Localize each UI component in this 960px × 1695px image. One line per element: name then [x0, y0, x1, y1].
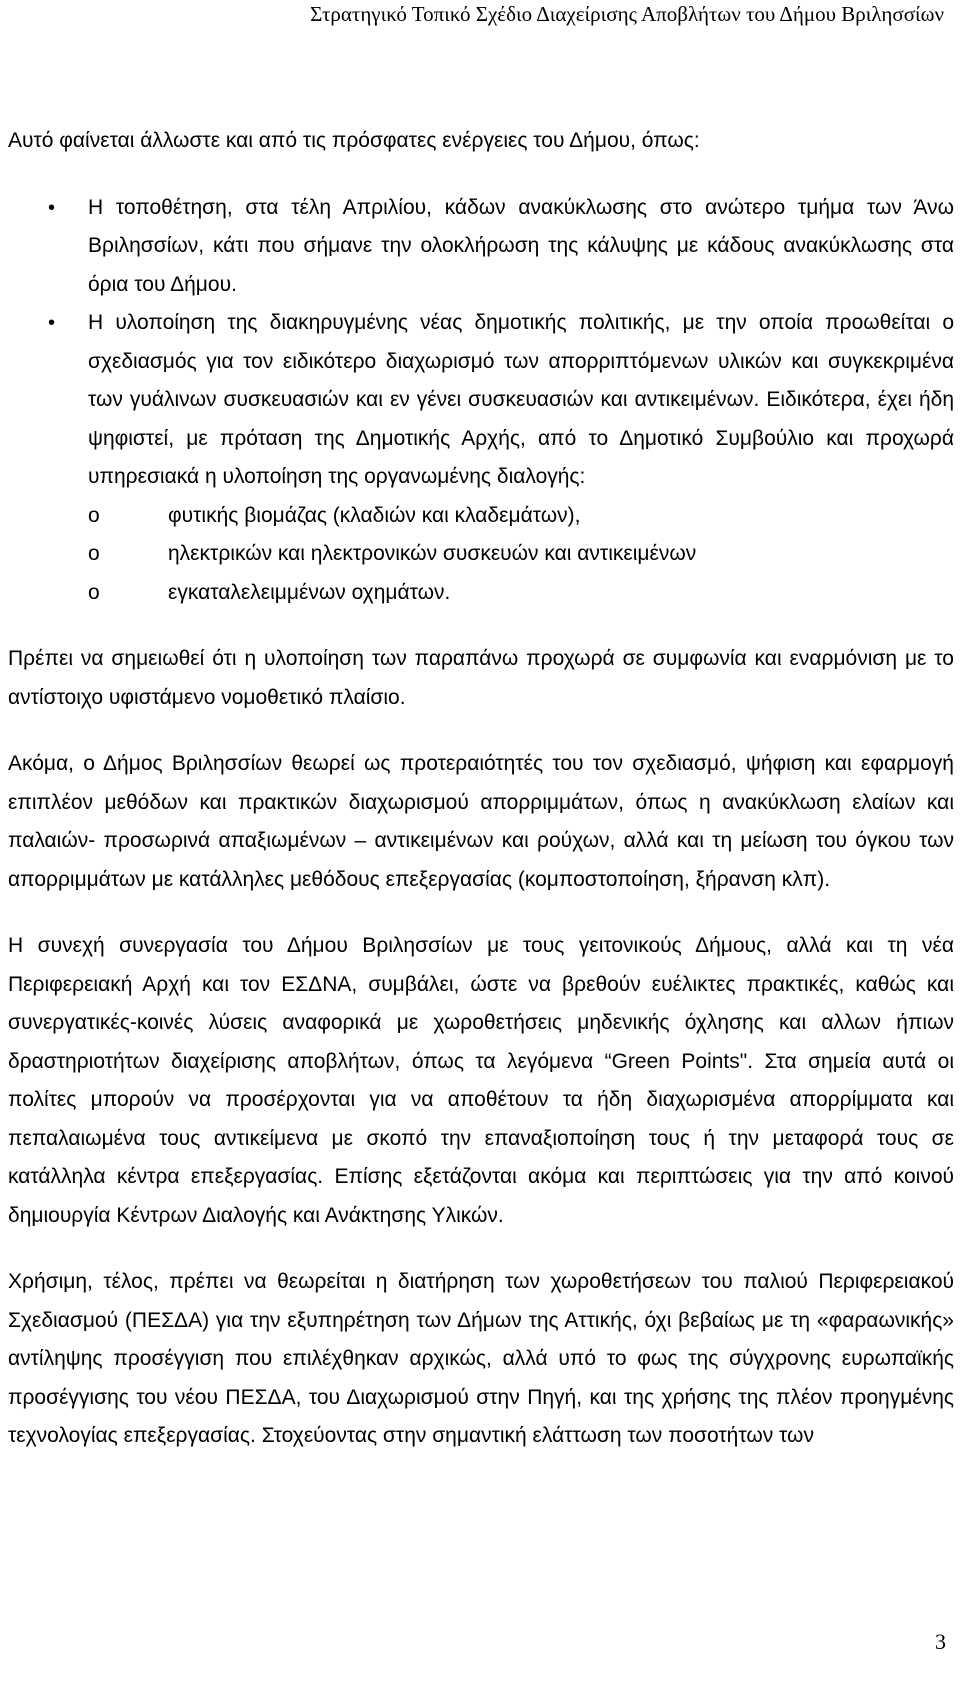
sub-bullet-item	[88, 497, 954, 536]
sub-bullet-item	[88, 535, 954, 574]
circle-bullet-icon: o	[88, 580, 100, 604]
bullet-icon: •	[48, 312, 56, 334]
bullet-item	[8, 189, 954, 305]
sub-bullet-text: εγκαταλελειμμένων οχημάτων.	[168, 580, 451, 604]
bullet-list	[8, 189, 954, 613]
intro-paragraph: Αυτό φαίνεται άλλωστε και από τις πρόσφατες ενέργειες του Δήμου, όπως:	[8, 129, 700, 152]
body-paragraph: Ακόμα, ο Δήμος Βριλησσίων θεωρεί ως προτεραιότητές του τον σχεδιασμό, ψήφιση και εφαρμογή επιπλέον μεθόδων και πρακτικών διαχωρισμού απορριμμάτων, όπως η ανακύκλωση ελαίων και παλαιών- προσωρινά απαξιωμένων – αντικειμένων και ρούχων, αλλά και τη μείωση του όγκου των απορριμμάτων με κατάλληλες μεθόδους επεξεργασίας (κομποστοποίηση, ξήρανση κλπ).	[8, 752, 954, 891]
sub-bullet-text: φυτικής βιομάζας (κλαδιών και κλαδεμάτων),	[168, 503, 581, 527]
sub-bullet-item	[88, 574, 954, 613]
sub-bullet-list	[88, 497, 954, 613]
body-paragraph: Πρέπει να σημειωθεί ότι η υλοποίηση των παραπάνω προχωρά σε συμφωνία και εναρμόνιση με το αντίστοιχο υφιστάμενο νομοθετικό πλαίσιο.	[8, 647, 954, 709]
document-body	[8, 122, 954, 1456]
body-paragraph: Χρήσιμη, τέλος, πρέπει να θεωρείται η διατήρηση των χωροθετήσεων του παλιού Περιφερειακού Σχεδιασμού (ΠΕΣΔΑ) για την εξυπηρέτηση των Δήμων της Αττικής, όχι βεβαίως με τη «φαραωνικής» αντίληψης προσέγγιση που επιλέχθηκαν αρχικώς, αλλά υπό το φως της σύγχρονης ευρωπαϊκής προσέγγισης του νέου ΠΕΣΔΑ, του Διαχωρισμού στην Πηγή, και της χρήσης της πλέον προηγμένης τεχνολογίας επεξεργασίας. Στοχεύοντας στην σημαντική ελάττωση των ποσοτήτων των	[8, 1270, 954, 1447]
page-header: Στρατηγικό Τοπικό Σχέδιο Διαχείρισης Αποβλήτων του Δήμου Βριλησσίων	[310, 2, 944, 26]
body-paragraph: Η συνεχή συνεργασία του Δήμου Βριλησσίων με τους γειτονικούς Δήμους, αλλά και τη νέα Περιφερειακή Αρχή και τον ΕΣΔΝΑ, συμβάλει, ώστε να βρεθούν ευέλικτες πρακτικές, καθώς και συνεργατικές-κοινές λύσεις αναφορικά με χωροθετήσεις μηδενικής όχλησης και αλλων ήπιων δραστηριοτήτων διαχείρισης αποβλήτων, όπως τα λεγόμενα “Green Points". Στα σημεία αυτά οι πολίτες μπορούν να προσέρχονται για να αποθέτουν τα ήδη διαχωρισμένα απορρίμματα και πεπαλαιωμένα τους αντικείμενα με σκοπό την επαναξιοποίηση τους ή την μεταφορά τους σε κατάλληλα κέντρα επεξεργασίας. Επίσης εξετάζονται ακόμα και περιπτώσεις για την από κοινού δημιουργία Κέντρων Διαλογής και Ανάκτησης Υλικών.	[8, 934, 954, 1227]
sub-bullet-text: ηλεκτρικών και ηλεκτρονικών συσκευών και αντικειμένων	[168, 542, 697, 565]
bullet-text: Η τοποθέτηση, στα τέλη Απριλίου, κάδων ανακύκλωσης στο ανώτερο τμήμα των Άνω Βριλησσίων, κάτι που σήμανε την ολοκλήρωση της κάλυψης με κάδους ανακύκλωσης στα όρια του Δήμου.	[88, 195, 954, 296]
page-number: 3	[935, 1629, 946, 1654]
bullet-icon: •	[48, 196, 56, 219]
bullet-item	[8, 304, 954, 612]
circle-bullet-icon: o	[88, 503, 100, 527]
bullet-text: Η υλοποίηση της διακηρυγμένης νέας δημοτικής πολιτικής, με την οποία προωθείται ο σχεδιασμός για τον ειδικότερο διαχωρισμό των απορριπτόμενων υλικών και συγκεκριμένα των γυάλινων συσκευασιών και εν γένει συσκευασιών και αντικειμένων. Ειδικότερα, έχει ήδη ψηφιστεί, με πρόταση της Δημοτικής Αρχής, από το Δημοτικό Συμβούλιο και προχωρά υπηρεσιακά η υλοποίηση της οργανωμένης διαλογής:	[88, 311, 954, 488]
circle-bullet-icon: o	[88, 542, 100, 565]
